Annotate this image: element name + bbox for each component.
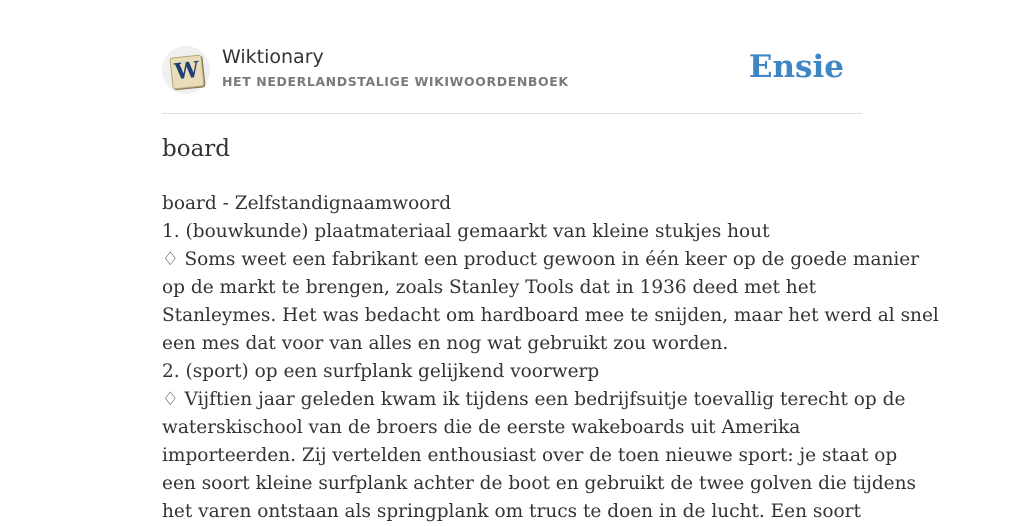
wiktionary-logo-icon[interactable] [162, 46, 210, 94]
entry-line-example-1: een mes dat voor van alles en nog wat gebruikt zou worden. [162, 333, 729, 354]
logo-letter: W [173, 56, 201, 86]
entry-line-example-2: het varen ontstaan als springplank om trucs te doen in de lucht. Een soort [162, 501, 861, 522]
entry-line-example-1: op de markt te brengen, zoals Stanley Tools dat in 1936 deed met het [162, 277, 817, 298]
entry-line-definition-2: 2. (sport) op een surfplank gelijkend voorwerp [162, 361, 600, 382]
page-title: board [162, 136, 231, 162]
entry-line-definition-1: 1. (bouwkunde) plaatmateriaal gemaarkt van kleine stukjes hout [162, 221, 770, 242]
entry-line-example-1: Stanleymes. Het was bedacht om hardboard mee te snijden, maar het werd al snel [162, 305, 939, 326]
entry-line-word-class: board - Zelfstandignaamwoord [162, 193, 452, 214]
ensie-brand-logo[interactable]: Ensie [748, 49, 844, 85]
entry-line-example-2: importeerden. Zij vertelden enthousiast over de toen nieuwe sport: je staat op [162, 445, 898, 466]
entry-content [162, 190, 939, 526]
entry-line-example-2: waterskischool van de broers die de eerste wakeboards uit Amerika [162, 417, 801, 438]
site-name[interactable]: Wiktionary [222, 46, 324, 68]
entry-line-example-1: ♢ Soms weet een fabrikant een product gewoon in één keer op de goede manier [162, 249, 920, 270]
site-header [162, 46, 862, 96]
entry-line-example-2: ♢ Vijftien jaar geleden kwam ik tijdens een bedrijfsuitje toevallig terecht op de [162, 389, 906, 410]
logo-tile [169, 54, 204, 89]
site-tagline: HET NEDERLANDSTALIGE WIKIWOORDENBOEK [222, 74, 569, 89]
header-divider [162, 113, 862, 114]
entry-line-example-2: een soort kleine surfplank achter de boot en gebruikt de twee golven die tijdens [162, 473, 917, 494]
